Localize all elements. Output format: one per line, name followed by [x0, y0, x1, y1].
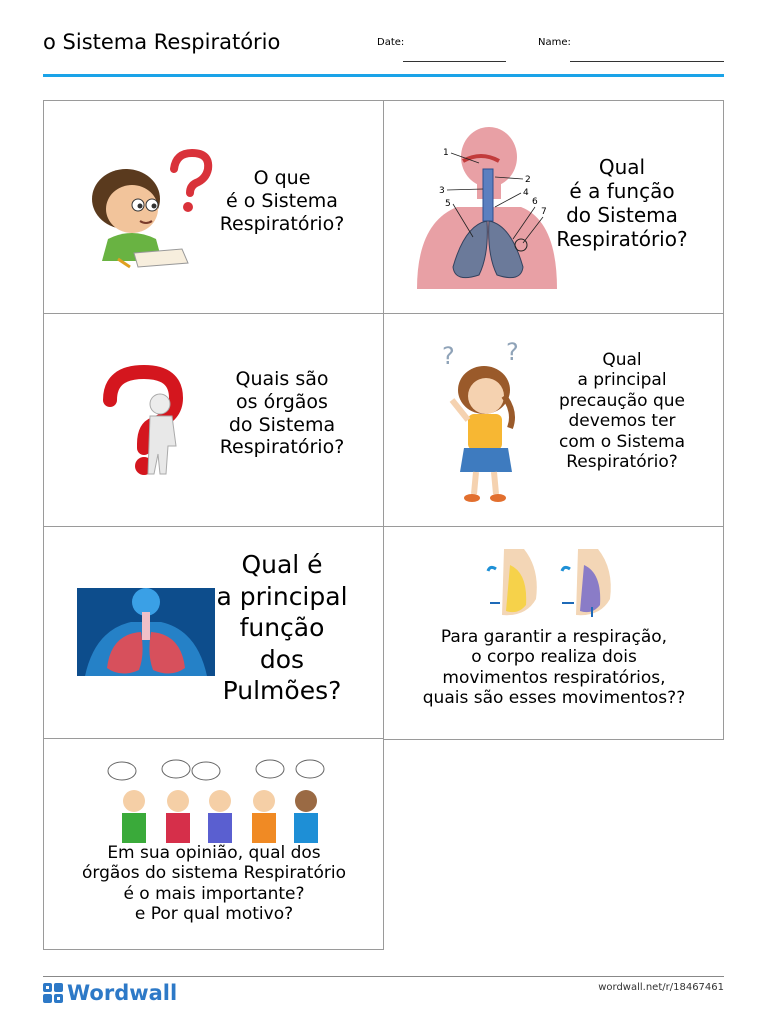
question-card-3 — [43, 313, 384, 527]
name-field[interactable] — [570, 61, 724, 62]
diagram-label-4: 4 — [523, 188, 529, 198]
diagram-labels — [417, 127, 557, 289]
question-card-2 — [383, 100, 724, 314]
footer-url[interactable]: wordwall.net/r/18467461 — [598, 982, 724, 993]
question-text-2: Qual é a função do Sistema Respiratório? — [556, 155, 688, 251]
diagram-label-2: 2 — [525, 175, 531, 185]
date-label: Date: — [377, 37, 405, 48]
breathing-movements-icon — [484, 545, 624, 623]
question-card-1 — [43, 100, 384, 314]
wordwall-brand: Wordwall — [67, 981, 178, 1005]
children-thinking-icon — [104, 757, 326, 845]
question-card-4 — [383, 313, 724, 527]
question-card-5 — [43, 526, 384, 740]
header-divider — [43, 74, 724, 77]
svg-text:?: ? — [442, 342, 455, 370]
child-thinking-question-icon — [78, 141, 216, 275]
wordwall-logo[interactable] — [43, 981, 177, 1005]
question-text-5: Qual é a principal função dos Pulmões? — [216, 550, 348, 705]
diagram-label-7: 7 — [541, 207, 547, 217]
question-card-7 — [43, 738, 384, 950]
wordwall-logo-icon — [43, 983, 63, 1003]
date-field[interactable] — [403, 61, 506, 62]
lungs-body-icon — [77, 588, 215, 676]
diagram-label-6: 6 — [532, 197, 538, 207]
page-title: o Sistema Respiratório — [43, 30, 281, 54]
question-text-1: O que é o Sistema Respiratório? — [219, 167, 345, 235]
question-card-6 — [383, 526, 724, 740]
diagram-label-1: 1 — [443, 148, 449, 158]
question-text-4: Qual a principal precaução que devemos ter com o Sistema Respiratório? — [559, 350, 685, 472]
svg-text:?: ? — [506, 338, 519, 366]
footer-divider — [43, 976, 724, 977]
figure-question-mark-icon — [78, 364, 216, 480]
girl-thinking-icon — [438, 338, 528, 506]
question-text-6: Para garantir a respiração, o corpo realiza dois movimentos respiratórios, quais são esses movimentos?? — [422, 627, 686, 709]
question-text-3: Quais são os órgãos do Sistema Respiratório? — [219, 368, 345, 459]
question-text-7: Em sua opinião, qual dos órgãos do sistema Respiratório é o mais importante? e Por qual motivo? — [82, 843, 346, 925]
name-label: Name: — [538, 37, 571, 48]
diagram-label-5: 5 — [445, 199, 451, 209]
diagram-label-3: 3 — [439, 186, 445, 196]
